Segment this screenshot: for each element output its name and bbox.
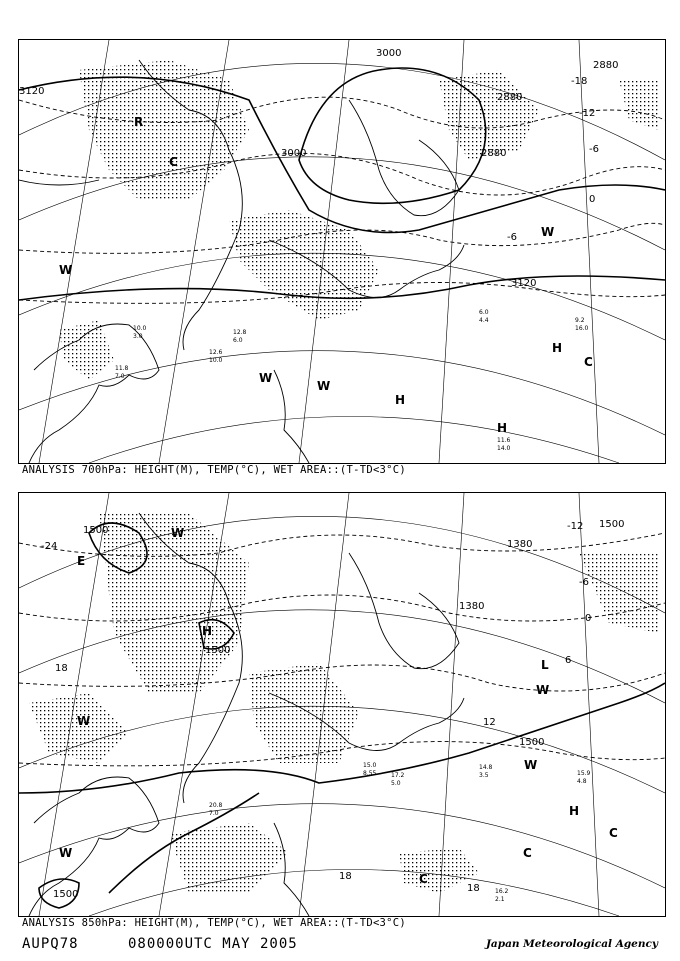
height-label: 3120 (511, 278, 537, 289)
station-temp: 14.8 (479, 764, 493, 771)
bulletin-code: AUPQ78 (22, 936, 79, 952)
station-plots (209, 762, 591, 903)
height-label: 1500 (205, 645, 231, 656)
station-temp: 12.6 (209, 349, 223, 356)
cold-symbol: C (584, 355, 593, 369)
cold-symbol: C (169, 155, 178, 169)
warm-symbol: W (536, 683, 550, 697)
station-temp: 17.2 (391, 772, 405, 779)
temp-label: 0 (585, 613, 592, 624)
temp-label: 6 (565, 655, 572, 666)
station-temp: 9.2 (575, 317, 585, 324)
height-label: 3120 (19, 86, 45, 97)
map-850hpa (19, 493, 665, 916)
temp-label: 12 (483, 717, 496, 728)
temp-label: -6 (507, 232, 517, 243)
low-symbol: L (541, 658, 549, 672)
warm-symbol: W (59, 846, 73, 860)
station-dewpoint: 10.0 (209, 357, 223, 364)
temp-label: 18 (467, 883, 480, 894)
station-dewpoint: 7.0 (115, 373, 125, 380)
height-label: 1380 (459, 601, 485, 612)
station-dewpoint: 16.0 (575, 325, 589, 332)
station-temp: 12.8 (233, 329, 247, 336)
station-temp: 20.8 (209, 802, 223, 809)
analysis-time: 080000UTC MAY 2005 (128, 936, 298, 952)
station-dewpoint: 3.5 (479, 772, 489, 779)
height-label: 2880 (481, 148, 507, 159)
station-dewpoint: 5.0 (391, 780, 401, 787)
station-dewpoint: 7.0 (209, 810, 219, 817)
chart-caption-700hpa: ANALYSIS 700hPa: HEIGHT(M), TEMP(°C), WET AREA::(T-TD<3°C) (22, 464, 407, 476)
height-label: 1500 (599, 519, 625, 530)
height-label: 1500 (83, 525, 109, 536)
rain-symbol: R (134, 115, 144, 129)
temp-label: 18 (339, 871, 352, 882)
chart-caption-850hpa: ANALYSIS 850hPa: HEIGHT(M), TEMP(°C), WET AREA::(T-TD<3°C) (22, 917, 407, 929)
station-temp: 16.2 (495, 888, 509, 895)
height-label: 1380 (507, 539, 533, 550)
station-temp: 6.0 (479, 309, 489, 316)
temp-label: 18 (55, 663, 68, 674)
high-symbol: H (202, 624, 213, 638)
temp-label: -6 (579, 577, 589, 588)
temp-label: -12 (567, 521, 584, 532)
height-label: 2880 (593, 60, 619, 71)
station-temp: 10.0 (133, 325, 147, 332)
height-label: 3000 (281, 148, 307, 159)
warm-symbol: W (77, 714, 91, 728)
cold-symbol: C (523, 846, 532, 860)
station-dewpoint: 3.0 (133, 333, 143, 340)
station-temp: 11.6 (497, 437, 511, 444)
temp-label: 0 (589, 194, 596, 205)
station-dewpoint: 6.0 (233, 337, 243, 344)
warm-symbol: W (259, 371, 273, 385)
high-symbol: H (569, 804, 580, 818)
warm-symbol: W (171, 526, 185, 540)
warm-symbol: W (524, 758, 538, 772)
height-label: 2880 (497, 92, 523, 103)
station-dewpoint: 4.8 (577, 778, 587, 785)
height-label: 3000 (376, 48, 402, 59)
station-temp: 11.8 (115, 365, 129, 372)
cold-symbol: C (419, 872, 428, 886)
wet-area-shading (59, 60, 659, 380)
high-symbol: H (497, 421, 508, 435)
e-symbol: E (77, 554, 86, 568)
temp-label: -24 (41, 541, 58, 552)
chart-850hpa (18, 492, 666, 917)
chart-700hpa (18, 39, 666, 464)
high-symbol: H (395, 393, 406, 407)
station-temp: 15.9 (577, 770, 591, 777)
station-dewpoint: 4.4 (479, 317, 489, 324)
cold-symbol: C (609, 826, 618, 840)
warm-symbol: W (541, 225, 555, 239)
station-plots (115, 309, 589, 452)
temp-label: -12 (579, 108, 596, 119)
station-dewpoint: 14.0 (497, 445, 511, 452)
station-temp: 15.0 (363, 762, 377, 769)
wet-area-shading (29, 513, 659, 893)
temp-label: -18 (571, 76, 588, 87)
agency-credit: Japan Meteorological Agency (485, 938, 658, 950)
map-700hpa (19, 40, 665, 463)
warm-symbol: W (59, 263, 73, 277)
temp-label: -6 (589, 144, 599, 155)
station-dewpoint: 8.55 (363, 770, 377, 777)
warm-symbol: W (317, 379, 331, 393)
station-dewpoint: 2.1 (495, 896, 505, 903)
height-label: 1500 (53, 889, 79, 900)
high-symbol: H (552, 341, 563, 355)
height-label: 1500 (519, 737, 545, 748)
